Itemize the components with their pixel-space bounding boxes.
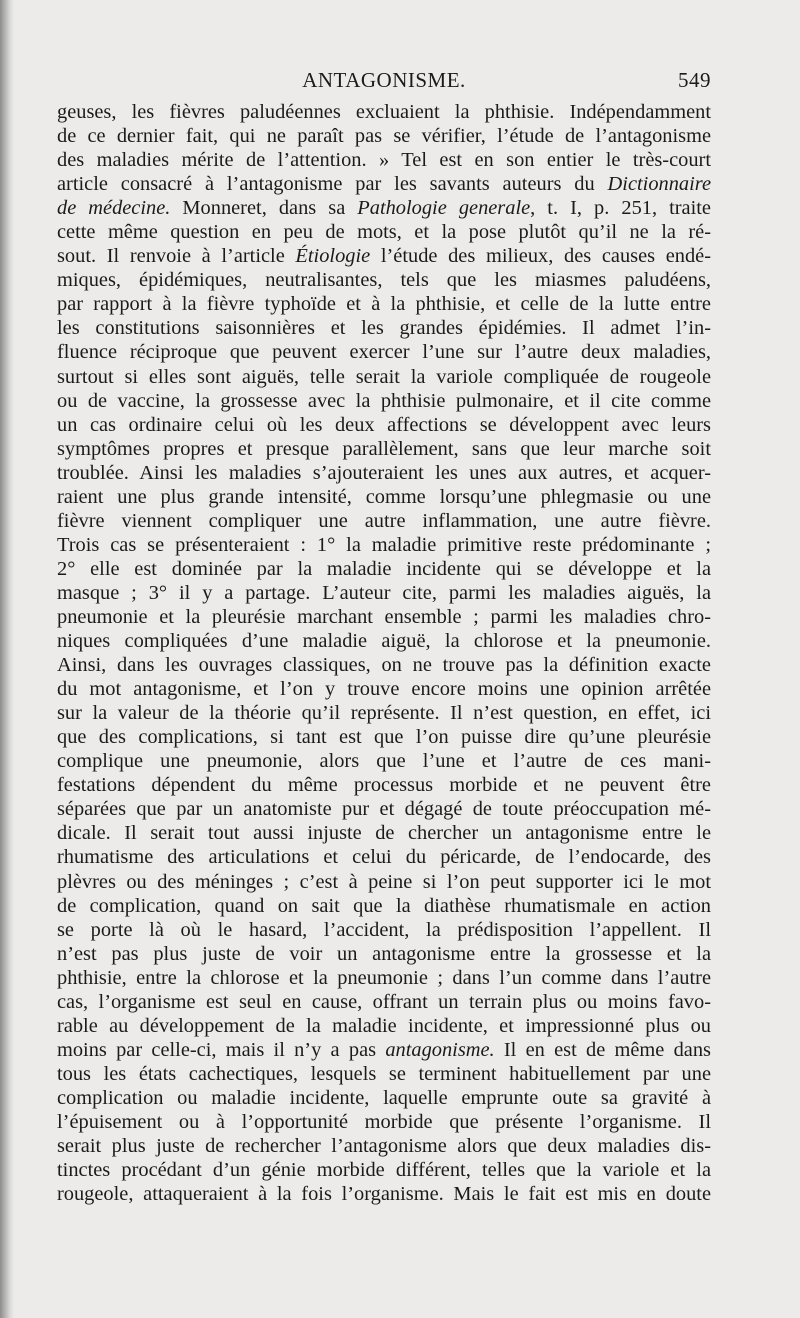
book-gutter-shadow <box>0 0 14 1318</box>
text-line: complique une pneumonie, alors que l’une et l’autre de ces mani- <box>57 750 711 773</box>
text-line: de médecine. Monneret, dans sa Pathologie generale, t. I, p. 251, traite <box>57 197 711 220</box>
text-line: de complication, quand on sait que la diathèse rhumatismale en action <box>57 894 711 917</box>
text-line: sur la valeur de la théorie qu’il représente. Il n’est question, en effet, ici <box>57 702 711 725</box>
book-page <box>57 66 711 1206</box>
text-line: fièvre viennent compliquer une autre inflammation, une autre fièvre. <box>57 509 711 532</box>
text-line: que des complications, si tant est que l’on puisse dire qu’une pleurésie <box>57 726 711 749</box>
text-line: sout. Il renvoie à l’article Étiologie l’étude des milieux, des causes endé- <box>57 245 711 268</box>
text-line: geuses, les fièvres paludéennes excluaient la phthisie. Indépendamment <box>57 101 711 123</box>
text-line: complication ou maladie incidente, laquelle emprunte oute sa gravité à <box>57 1086 711 1109</box>
text-line: se porte là où le hasard, l’accident, la prédisposition l’appellent. Il <box>57 918 711 941</box>
text-line: rable au développement de la maladie incidente, et impressionné plus ou <box>57 1014 711 1037</box>
text-line: plèvres ou des méninges ; c’est à peine si l’on peut supporter ici le mot <box>57 870 711 893</box>
text-line: Trois cas se présenteraient : 1° la maladie primitive reste prédominante ; <box>57 533 711 556</box>
text-line: troublée. Ainsi les maladies s’ajouteraient les unes aux autres, et acquer- <box>57 461 711 484</box>
text-line: des maladies mérite de l’attention. » Tel est en son entier le très-court <box>57 149 711 172</box>
text-line: dicale. Il serait tout aussi injuste de chercher un antagonisme entre le <box>57 822 711 845</box>
text-line: de ce dernier fait, qui ne paraît pas se vérifier, l’étude de l’antagonisme <box>57 125 711 148</box>
running-header <box>57 66 711 100</box>
text-line: tinctes procédant d’un génie morbide différent, telles que la variole et la <box>57 1159 711 1182</box>
text-line: ou de vaccine, la grossesse avec la phthisie pulmonaire, et il cite comme <box>57 389 711 412</box>
text-line: 2° elle est dominée par la maladie incidente qui se développe et la <box>57 557 711 580</box>
text-line: par rapport à la fièvre typhoïde et à la phthisie, et celle de la lutte entre <box>57 293 711 316</box>
text-line: niques compliquées d’une maladie aiguë, la chlorose et la pneumonie. <box>57 630 711 653</box>
text-line: phthisie, entre la chlorose et la pneumonie ; dans l’un comme dans l’autre <box>57 966 711 989</box>
text-line: festations dépendent du même processus morbide et ne peuvent être <box>57 774 711 797</box>
body-text <box>57 100 711 1206</box>
text-line: les constitutions saisonnières et les grandes épidémies. Il admet l’in- <box>57 317 711 340</box>
text-line: surtout si elles sont aiguës, telle serait la variole compliquée de rougeole <box>57 365 711 388</box>
text-line: n’est pas plus juste de voir un antagonisme entre la grossesse et la <box>57 942 711 965</box>
text-line: fluence réciproque que peuvent exercer l’une sur l’autre deux maladies, <box>57 341 711 364</box>
text-line: symptômes propres et presque parallèlement, sans que leur marche soit <box>57 437 711 460</box>
text-line: raient une plus grande intensité, comme lorsqu’une phlegmasie ou une <box>57 485 711 508</box>
text-line: cette même question en peu de mots, et la pose plutôt qu’il ne la ré- <box>57 221 711 244</box>
text-line: Ainsi, dans les ouvrages classiques, on ne trouve pas la définition exacte <box>57 654 711 677</box>
running-title: ANTAGONISME. <box>302 68 466 92</box>
text-line: moins par celle-ci, mais il n’y a pas antagonisme. Il en est de même dans <box>57 1038 711 1061</box>
text-line: article consacré à l’antagonisme par les savants auteurs du Dictionnaire <box>57 173 711 196</box>
text-line: masque ; 3° il y a partage. L’auteur cite, parmi les maladies aiguës, la <box>57 581 711 604</box>
text-line: pneumonie et la pleurésie marchant ensemble ; parmi les maladies chro- <box>57 605 711 628</box>
text-line: un cas ordinaire celui où les deux affections se développent avec leurs <box>57 413 711 436</box>
page-number: 549 <box>678 68 711 92</box>
text-line: cas, l’organisme est seul en cause, offrant un terrain plus ou moins favo- <box>57 990 711 1013</box>
text-line: serait plus juste de rechercher l’antagonisme alors que deux maladies dis- <box>57 1135 711 1158</box>
text-line: séparées que par un anatomiste pur et dégagé de toute préoccupation mé- <box>57 798 711 821</box>
text-line: tous les états cachectiques, lesquels se terminent habituellement par une <box>57 1062 711 1085</box>
text-line: rougeole, attaqueraient à la fois l’organisme. Mais le fait est mis en doute <box>57 1183 711 1206</box>
text-line: l’épuisement ou à l’opportunité morbide que présente l’organisme. Il <box>57 1110 711 1133</box>
text-line: du mot antagonisme, et l’on y trouve encore moins une opinion arrêtée <box>57 678 711 701</box>
text-line: rhumatisme des articulations et celui du péricarde, de l’endocarde, des <box>57 846 711 869</box>
text-line: miques, épidémiques, neutralisantes, tels que les miasmes paludéens, <box>57 269 711 292</box>
